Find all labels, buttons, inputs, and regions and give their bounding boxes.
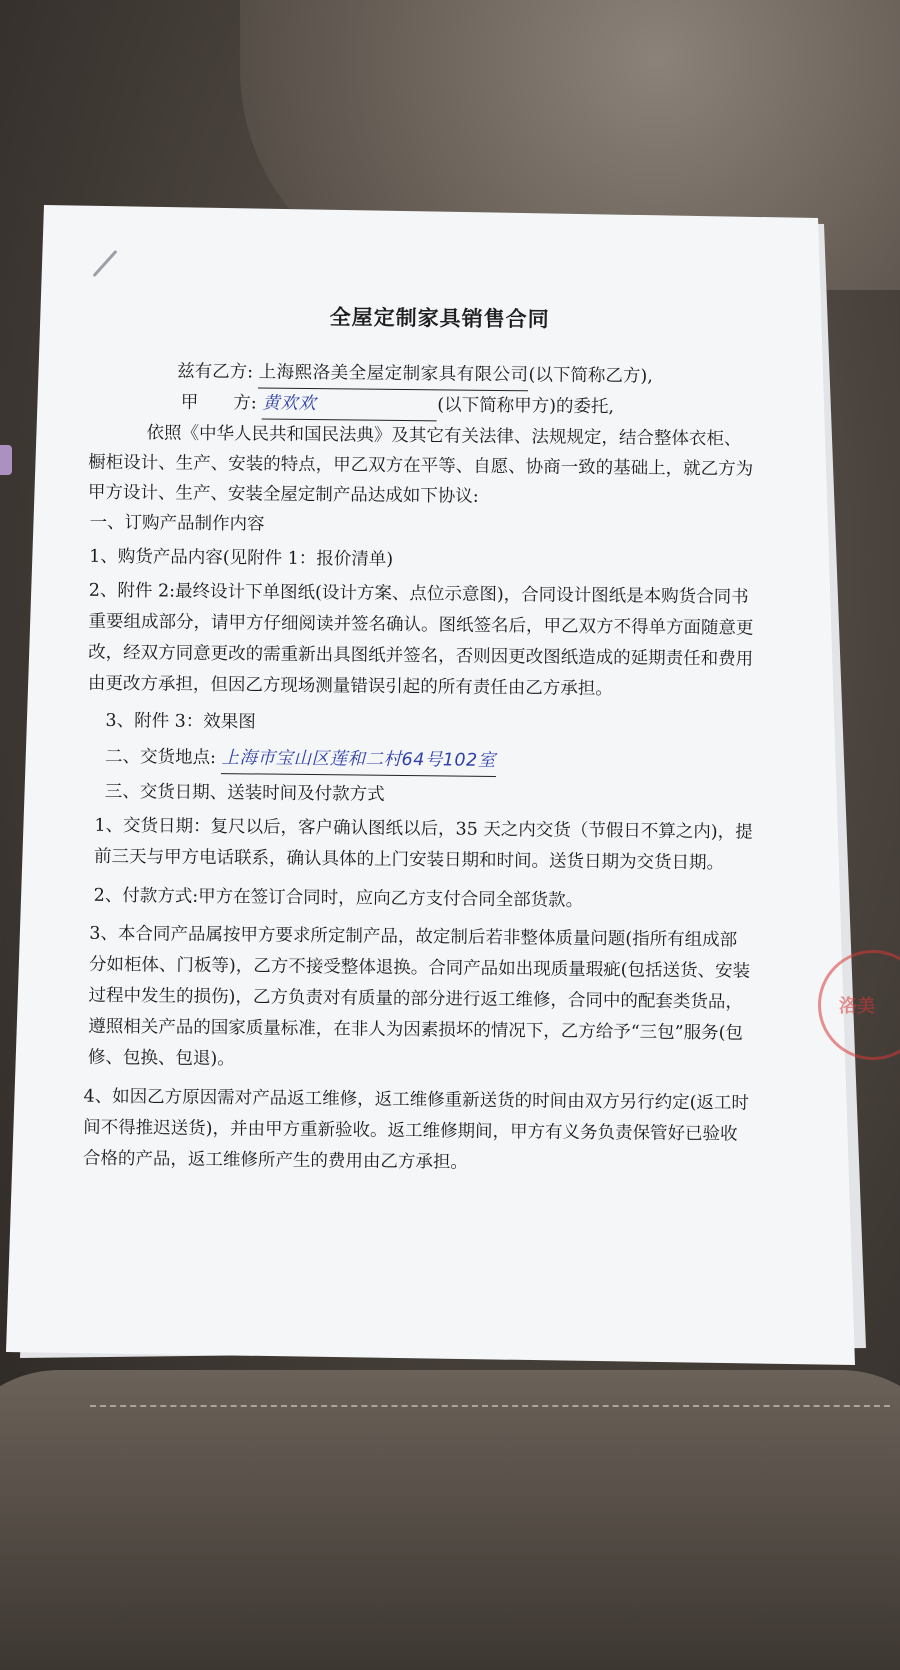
item-3-4: 4、如因乙方原因需对产品返工维修，返工维修重新送货的时间由双方另行约定(返工时间不得推迟送货)，并由甲方重新验收。返工维修期间，甲方有义务负责保管好已验收合格的产品，返工维修所产生的费用由乙方承担。 bbox=[82, 1086, 750, 1173]
contract-title: 全屋定制家具销售合同 bbox=[329, 304, 550, 332]
item-1-1: 1、购货产品内容(见附件 1：报价清单) bbox=[89, 546, 394, 570]
item-1-3: 3、附件 3：效果图 bbox=[105, 710, 256, 733]
item-3-1: 1、交货日期：复尺以后，客户确认图纸以后，35 天之内交货（节假日不算之内)，提前三天与甲方电话联系，确认具体的上门安装日期和时间。送货日期为交货日期。 bbox=[93, 815, 753, 874]
section-2-prefix: 二、交货地点: bbox=[105, 746, 217, 769]
party-a-suffix: (以下简称甲方)的委托, bbox=[437, 395, 615, 418]
party-a-name: 黄欢欢 bbox=[262, 388, 437, 421]
party-b-name: 上海熙洛美全屋定制家具有限公司 bbox=[258, 357, 528, 391]
section-1-heading: 一、订购产品制作内容 bbox=[89, 512, 265, 535]
contract-content bbox=[82, 290, 760, 1182]
delivery-address: 上海市宝山区莲和二村64号102室 bbox=[221, 743, 495, 777]
item-3-2: 2、付款方式:甲方在签订合同时，应向乙方支付合同全部货款。 bbox=[93, 885, 584, 911]
item-1-2: 2、附件 2:最终设计下单图纸(设计方案、点位示意图)，合同设计图纸是本购货合同书重要组成部分，请甲方仔细阅读并签名确认。图纸签名后，甲乙双方不得单方面随意更改，经双方同意更改的需重新出具图纸并签名，否则因更改图纸造成的延期责任和费用由更改方承担，但因乙方现场测量错误引起的所有责任由乙方承担。 bbox=[87, 580, 754, 700]
section-2-line bbox=[105, 742, 755, 780]
party-a-prefix: 甲 方: bbox=[180, 392, 257, 414]
stamp-text: 洛美 bbox=[839, 996, 875, 1017]
party-b-prefix: 兹有乙方: bbox=[177, 361, 254, 383]
party-b-suffix: (以下简称乙方), bbox=[528, 365, 653, 387]
item-3-3: 3、本合同产品属按甲方要求所定制产品，故定制后若非整体质量问题(指所有组成部分如柜体、门板等)，乙方不接受整体退换。合同产品如出现质量瑕疵(包括送货、安装过程中发生的损伤)，乙方负责对有质量的部分进行返工维修，合同中的配套类货品，遵照相关产品的国家质量标准，在非人为因素损坏的情况下，乙方给予“三包”服务(包修、包换、包退)。 bbox=[87, 923, 751, 1070]
section-3-heading: 三、交货日期、送装时间及付款方式 bbox=[104, 781, 385, 805]
intro-paragraph: 依照《中华人民共和国民法典》及其它有关法律、法规规定，结合整体衣柜、橱柜设计、生产、安装的特点，甲乙双方在平等、自愿、协商一致的基础上，就乙方为甲方设计、生产、安装全屋定制产品达成如下协议: bbox=[87, 423, 754, 507]
